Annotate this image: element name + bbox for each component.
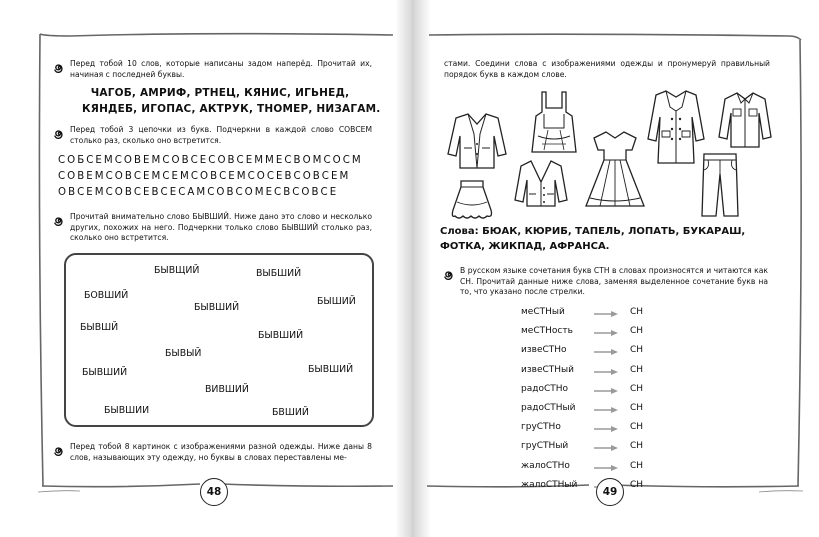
jacket-illustration (446, 110, 508, 170)
letter-chain-2: СОВЕМСОВСЕМСЕМСОВСЕМСОСЕВСОВСЕМ (58, 171, 351, 182)
right-arrow-icon (594, 349, 618, 355)
stn-word: меСТНость (521, 326, 573, 337)
swirl-bullet-icon (54, 446, 65, 457)
similar-word: ВЫБШИЙ (256, 268, 302, 279)
stn-target: СН (630, 326, 644, 337)
right-arrow-icon (594, 445, 618, 451)
right-arrow-icon (594, 407, 618, 413)
similar-word: БЫШИЙ (317, 296, 356, 307)
swirl-bullet-icon (54, 216, 65, 227)
task4-continuation: стами. Соедини слова с изображениями одежды и пронумеруй правильный порядок букв в каждом слове. (444, 59, 770, 79)
task4-instruction: Перед тобой 8 картинок с изображениями разной одежды. Ниже даны 8 слов, называющих эту одежду, но буквы в словах переставлены ме- (70, 442, 372, 462)
trousers-illustration (700, 152, 740, 218)
similar-word: БОВШИЙ (84, 290, 129, 301)
stn-word: радоСТНый (521, 403, 576, 413)
similar-words-box (64, 253, 374, 427)
stn-word: жалоСТНый (521, 479, 578, 490)
right-arrow-icon (594, 388, 618, 394)
stn-word: груСТНо (521, 422, 561, 433)
stn-target: СН (630, 307, 644, 317)
similar-word: БЫВЫЙ (165, 348, 202, 359)
similar-word: БЫВЩИЙ (154, 265, 200, 276)
stn-word: груСТНый (521, 441, 569, 452)
task1-words-line2: КЯНДЕБ, ИГОПАС, АКТРУК, ТНОМЕР, НИЗАГАМ. (82, 103, 381, 115)
stn-word: меСТНый (521, 307, 565, 317)
task3-instruction: Прочитай внимательно слово БЫВШИЙ. Ниже дано это слово и несколько других, похожих на него. Подчеркни только слово БЫВШИЙ столько раз, сколько оно встретится. (70, 212, 372, 243)
similar-word: БЫВШИЙ (308, 364, 354, 375)
stn-target: СН (630, 460, 644, 471)
page-number-right: 49 (596, 478, 624, 506)
swirl-bullet-icon (444, 270, 455, 281)
letter-chain-3: ОВСЕМСОВСЕВСЕСАМСОВСОМЕСВСОВСЕ (58, 187, 339, 198)
right-arrow-icon (594, 369, 618, 375)
stn-word: радоСТНо (521, 383, 569, 394)
clothing-words-line2: ФОТКА, ЖИКПАД, АФРАНСА. (440, 241, 610, 252)
coat-illustration (646, 87, 706, 167)
skirt-illustration (449, 178, 495, 222)
stn-target: СН (630, 345, 644, 356)
stn-target: СН (630, 383, 644, 394)
right-arrow-icon (594, 311, 618, 317)
similar-word: БЫВШИЙ (194, 302, 240, 313)
swirl-bullet-icon (54, 129, 65, 140)
dress-illustration (582, 128, 648, 208)
task1-instruction: Перед тобой 10 слов, которые написаны задом наперёд. Прочитай их, начиная с последней буквы. (70, 59, 372, 79)
stn-target: СН (630, 364, 644, 375)
similar-word: ВИВШИЙ (205, 384, 249, 395)
task5-instruction: В русском языке сочетания букв СТН в словах произносятся и читаются как СН. Прочитай данные ниже слова, заменяя выделенное сочетание букв на то, что указано после стрелки. (460, 266, 768, 297)
stn-target: СН (630, 422, 644, 433)
similar-word: БВШИЙ (272, 407, 309, 418)
right-arrow-icon (594, 465, 618, 471)
stn-target: СН (630, 403, 644, 413)
clothing-words-line1: Слова: БЮАК, КЮРИБ, ТАПЕЛЬ, ЛОПАТЬ, БУКАРАШ, (440, 226, 746, 237)
swirl-bullet-icon (54, 63, 65, 74)
right-arrow-icon (594, 330, 618, 336)
task1-words-line1: ЧАГОБ, АМРИФ, РТНЕЦ, КЯНИС, ИГЬНЕД, (90, 87, 350, 99)
cardigan-illustration (513, 158, 569, 208)
stn-target: СН (630, 479, 644, 490)
task2-instruction: Перед тобой 3 цепочки из букв. Подчеркни в каждой слово СОВСЕМ столько раз, сколько оно встретится. (70, 125, 372, 145)
stn-word: извеСТНый (521, 364, 574, 375)
stn-target: СН (630, 441, 644, 452)
shirt-illustration (717, 89, 773, 149)
similar-word: БЫВШИИ (104, 405, 150, 416)
similar-word: БЫВШИЙ (82, 367, 128, 378)
similar-word: БЫВШЙ (80, 322, 119, 333)
right-arrow-icon (594, 426, 618, 432)
stn-word: жалоСТНо (521, 460, 570, 471)
stn-word: извеСТНо (521, 345, 567, 356)
sundress-illustration (530, 90, 578, 154)
letter-chain-1: СОБСЕМСОВЕМСОВСЕСОВСЕММЕСВОМСОСМ (58, 155, 363, 166)
page-number-left: 48 (200, 478, 228, 506)
similar-word: БЫВШИЙ (258, 330, 304, 341)
